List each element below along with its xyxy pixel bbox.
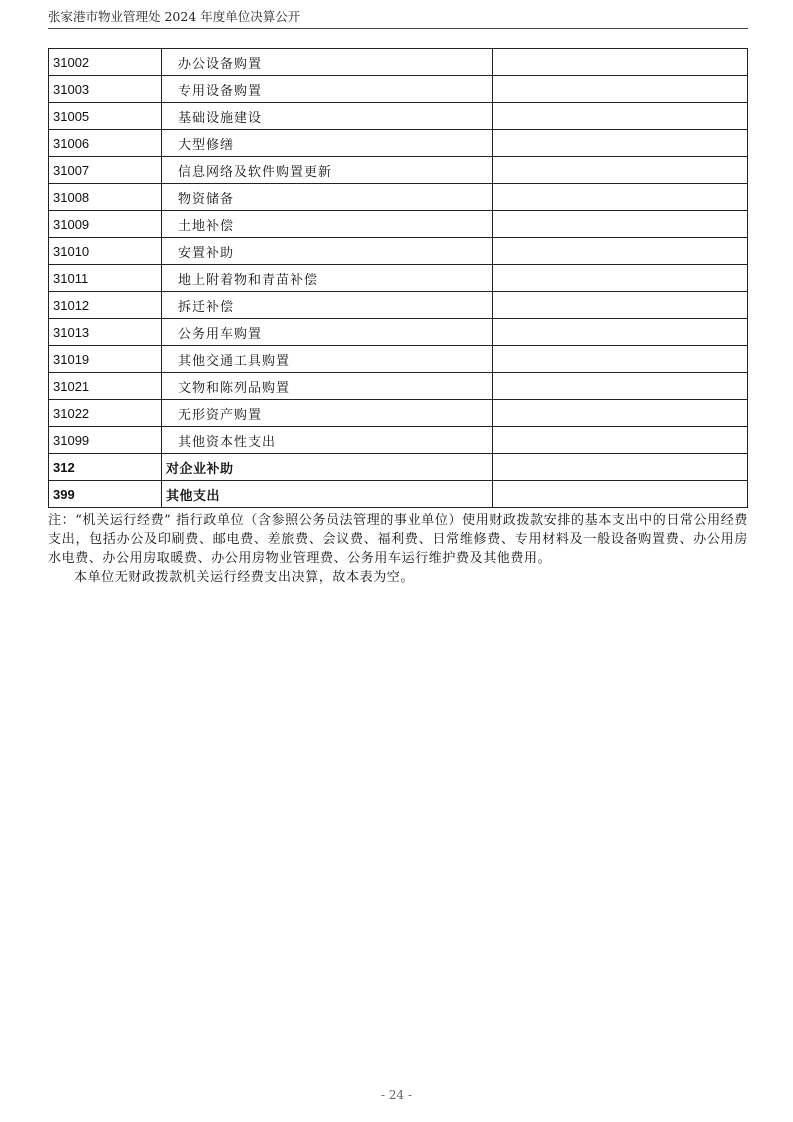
row-amount: [493, 400, 748, 427]
row-name-cell: [162, 373, 493, 400]
row-name: 公务用车购置: [178, 326, 263, 342]
row-code: 31003: [49, 76, 162, 103]
row-name: 信息网络及软件购置更新: [178, 164, 333, 180]
row-name-cell: [162, 319, 493, 346]
row-code: 31013: [49, 319, 162, 346]
row-name-cell: [162, 400, 493, 427]
row-name: 其他交通工具购置: [178, 353, 291, 369]
note-paragraph-definition: 注：“机关运行经费” 指行政单位（含参照公务员法管理的事业单位）使用财政拨款安排的基本支出中的日常公用经费支出，包括办公及印刷费、邮电费、差旅费、会议费、福利费、日常维修费、专用材料及一般设备购置费、办公用房水电费、办公用房取暖费、办公用房物业管理费、公务用车运行维护费及其他费用。: [48, 513, 748, 566]
row-name-cell: [162, 454, 493, 481]
table-row: [49, 454, 748, 481]
page-header: 张家港市物业管理处 2024 年度单位决算公开: [48, 9, 301, 24]
page-number: - 24 -: [380, 1088, 412, 1102]
row-code: 31021: [49, 373, 162, 400]
row-code: 31022: [49, 400, 162, 427]
row-name: 专用设备购置: [178, 83, 263, 99]
row-code: 31006: [49, 130, 162, 157]
row-name: 土地补偿: [178, 218, 235, 234]
row-name: 物资储备: [178, 191, 235, 207]
row-amount: [493, 265, 748, 292]
row-name-cell: [162, 427, 493, 454]
row-amount: [493, 184, 748, 211]
table-row: [49, 157, 748, 184]
row-code: 31011: [49, 265, 162, 292]
row-code: 31099: [49, 427, 162, 454]
row-name-cell: [162, 184, 493, 211]
row-amount: [493, 346, 748, 373]
row-name: 其他资本性支出: [178, 434, 277, 450]
row-code: 31008: [49, 184, 162, 211]
row-name: 办公设备购置: [178, 56, 263, 72]
row-code: 31012: [49, 292, 162, 319]
row-amount: [493, 49, 748, 76]
table-row: [49, 346, 748, 373]
row-code: 312: [49, 454, 162, 481]
row-name-cell: [162, 157, 493, 184]
row-name-cell: [162, 103, 493, 130]
row-name: 地上附着物和青苗补偿: [178, 272, 319, 288]
row-name: 文物和陈列品购置: [178, 380, 291, 396]
row-amount: [493, 481, 748, 508]
row-code: 31005: [49, 103, 162, 130]
row-name-cell: [162, 211, 493, 238]
expense-table: [48, 48, 748, 508]
table-row: [49, 49, 748, 76]
table-row: [49, 130, 748, 157]
table-row: [49, 292, 748, 319]
table-row: [49, 427, 748, 454]
row-amount: [493, 373, 748, 400]
table-row: [49, 265, 748, 292]
table-note: [48, 511, 748, 587]
note-paragraph-empty-statement: 本单位无财政拨款机关运行经费支出决算，故本表为空。: [74, 570, 415, 585]
table-row: [49, 211, 748, 238]
row-code: 31007: [49, 157, 162, 184]
row-code: 31010: [49, 238, 162, 265]
row-name-cell: [162, 292, 493, 319]
header-divider: [48, 28, 748, 29]
table-row: [49, 373, 748, 400]
row-code: 31009: [49, 211, 162, 238]
row-amount: [493, 238, 748, 265]
row-amount: [493, 292, 748, 319]
row-amount: [493, 454, 748, 481]
row-name: 基础设施建设: [178, 110, 263, 126]
table-row: [49, 103, 748, 130]
table-row: [49, 238, 748, 265]
row-name: 对企业补助: [166, 461, 234, 477]
row-name-cell: [162, 481, 493, 508]
row-name: 拆迁补偿: [178, 299, 235, 315]
table-row: [49, 319, 748, 346]
row-code: 31019: [49, 346, 162, 373]
row-name-cell: [162, 346, 493, 373]
table-row: [49, 400, 748, 427]
row-code: 31002: [49, 49, 162, 76]
row-amount: [493, 103, 748, 130]
row-name: 无形资产购置: [178, 407, 263, 423]
row-amount: [493, 211, 748, 238]
row-amount: [493, 427, 748, 454]
row-name-cell: [162, 130, 493, 157]
row-name: 大型修缮: [178, 137, 235, 153]
row-name-cell: [162, 238, 493, 265]
row-name: 其他支出: [166, 488, 221, 504]
row-name-cell: [162, 76, 493, 103]
table-row: [49, 76, 748, 103]
table-row: [49, 184, 748, 211]
row-amount: [493, 130, 748, 157]
row-amount: [493, 76, 748, 103]
row-amount: [493, 157, 748, 184]
row-name-cell: [162, 265, 493, 292]
row-name: 安置补助: [178, 245, 235, 261]
expense-table-body: [49, 49, 748, 508]
row-code: 399: [49, 481, 162, 508]
row-name-cell: [162, 49, 493, 76]
table-row: [49, 481, 748, 508]
row-amount: [493, 319, 748, 346]
